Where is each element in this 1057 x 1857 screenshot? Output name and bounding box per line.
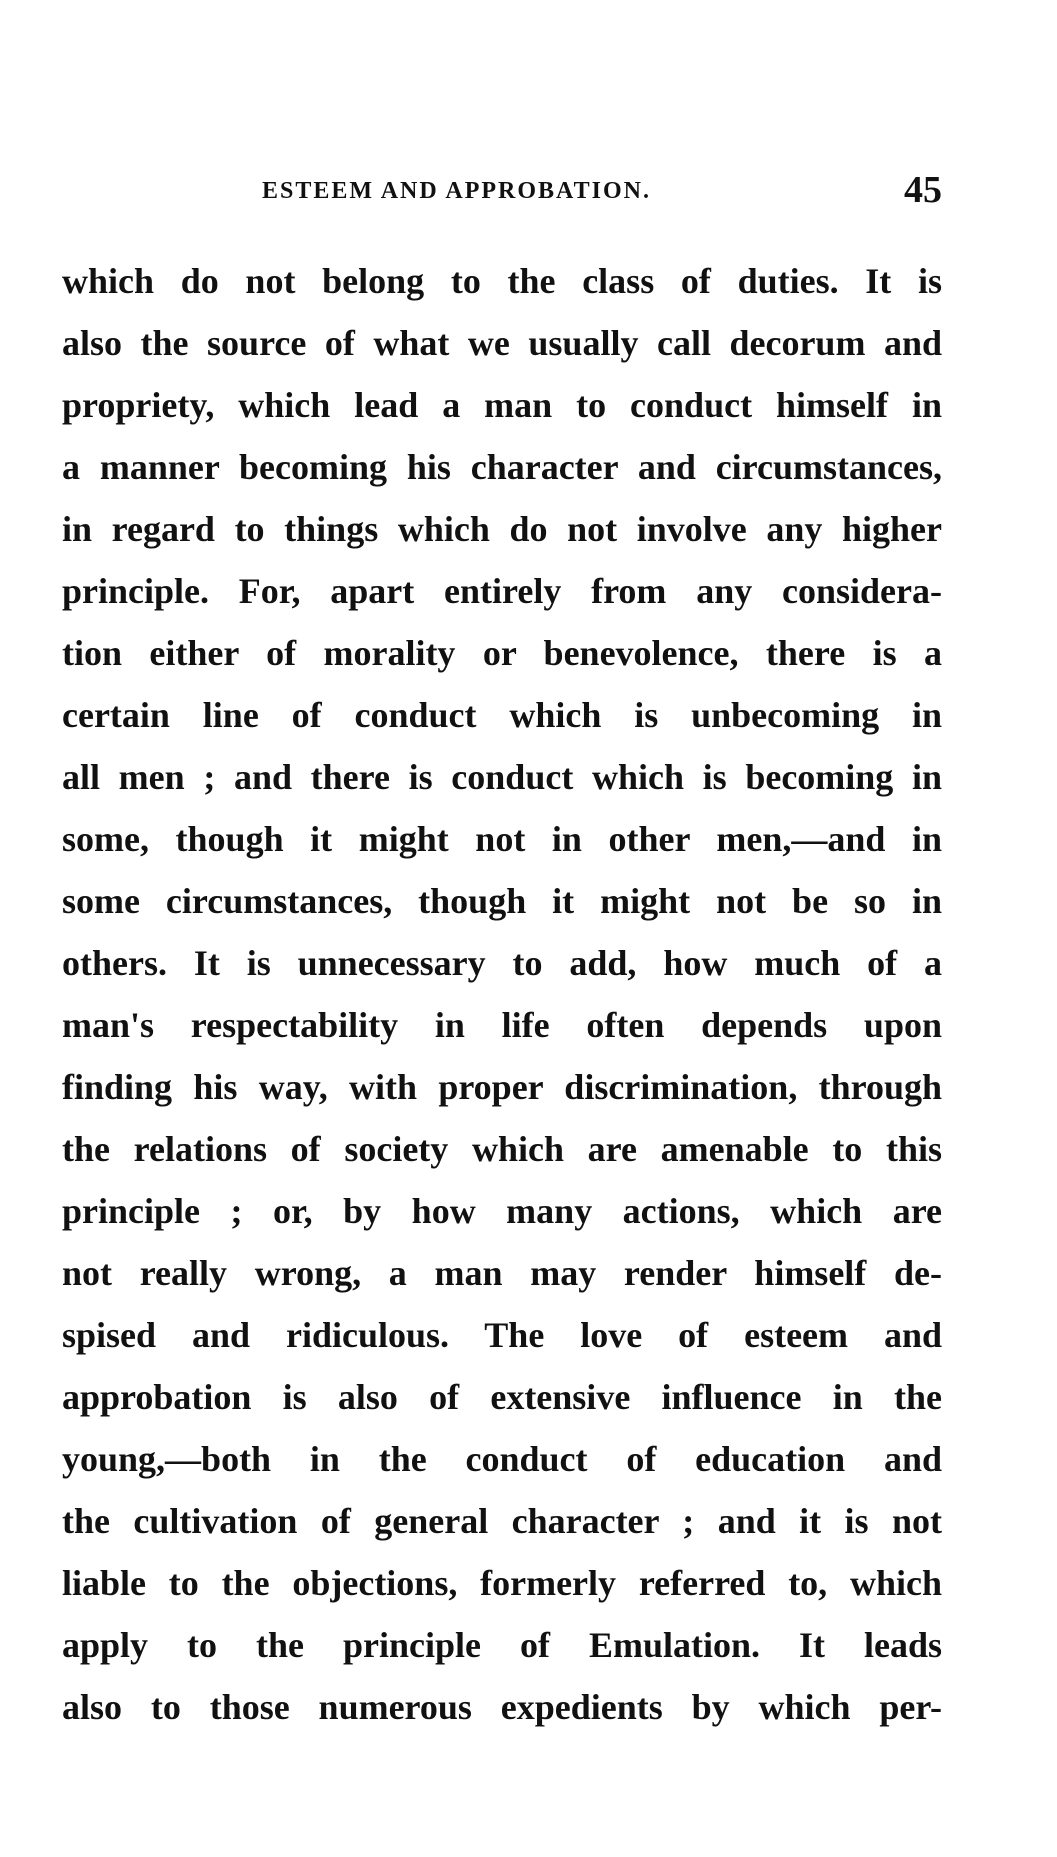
text-line: the cultivation of general character ; and it is not	[62, 1501, 942, 1541]
text-line: spised and ridiculous. The love of esteem and	[62, 1315, 942, 1355]
text-line: certain line of conduct which is unbecoming in	[62, 695, 942, 735]
text-line: some, though it might not in other men,—and in	[62, 819, 942, 859]
text-line: also the source of what we usually call decorum and	[62, 323, 942, 363]
page-number: 45	[904, 169, 942, 211]
body-text	[62, 250, 942, 1738]
text-line: propriety, which lead a man to conduct himself in	[62, 385, 942, 425]
text-line: principle ; or, by how many actions, which are	[62, 1191, 942, 1231]
running-title: ESTEEM AND APPROBATION.	[262, 178, 651, 204]
text-line: finding his way, with proper discrimination, through	[62, 1067, 942, 1107]
text-line: principle. For, apart entirely from any considera-	[62, 571, 942, 611]
text-line: a manner becoming his character and circumstances,	[62, 447, 942, 487]
text-line: not really wrong, a man may render himself de-	[62, 1253, 942, 1293]
text-line: in regard to things which do not involve any higher	[62, 509, 942, 549]
text-line: some circumstances, though it might not be so in	[62, 881, 942, 921]
text-line: the relations of society which are amenable to this	[62, 1129, 942, 1169]
text-line: man's respectability in life often depends upon	[62, 1005, 942, 1045]
text-line: apply to the principle of Emulation. It leads	[62, 1625, 942, 1665]
text-line: all men ; and there is conduct which is becoming in	[62, 757, 942, 797]
text-line: approbation is also of extensive influence in the	[62, 1377, 942, 1417]
text-line: also to those numerous expedients by which per-	[62, 1687, 942, 1727]
text-line: young,—both in the conduct of education and	[62, 1439, 942, 1479]
text-line: liable to the objections, formerly referred to, which	[62, 1563, 942, 1603]
text-line: others. It is unnecessary to add, how much of a	[62, 943, 942, 983]
text-line: tion either of morality or benevolence, there is a	[62, 633, 942, 673]
text-line: which do not belong to the class of duties. It is	[62, 261, 942, 301]
running-head	[62, 168, 942, 216]
